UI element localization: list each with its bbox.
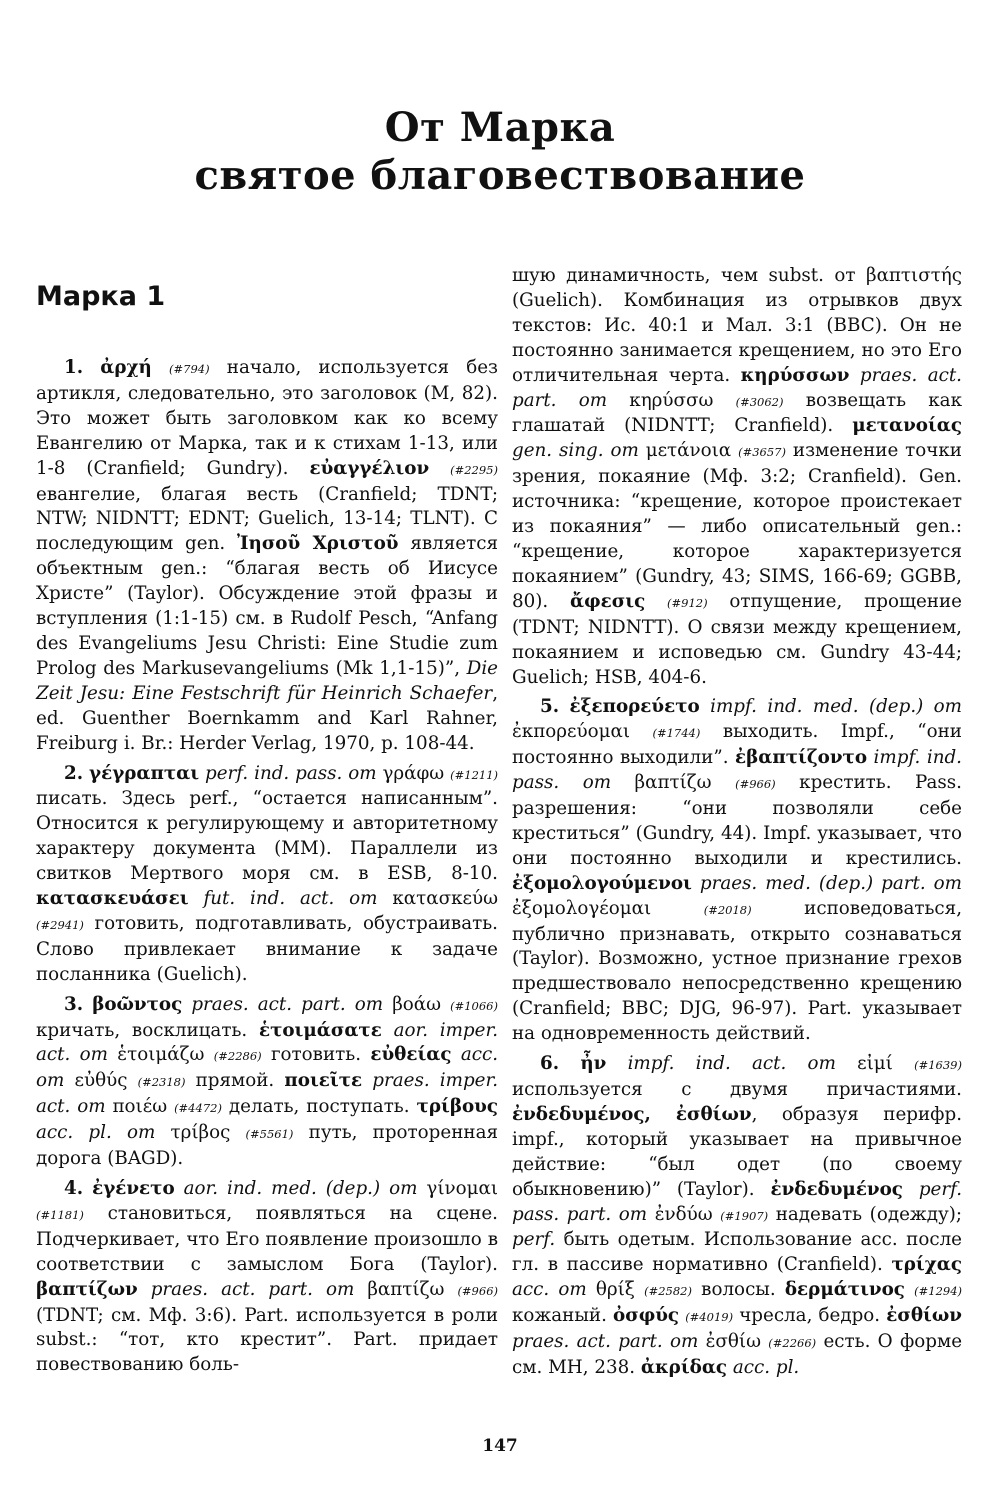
greek-lemma: τρίχας <box>891 1254 962 1276</box>
ref-number: (#1211) <box>450 767 499 782</box>
commentary-text: (TDNT; см. Мф. 3:6). Part. используется в роли subst.: “тот, кто крестит”. Part. придает повествованию боль- <box>36 1304 498 1376</box>
left-column <box>36 262 498 1383</box>
parsing-tag: praes. act. part. от <box>512 1331 706 1353</box>
greek-lemma: Ἰησοῦ Χριστοῦ <box>237 533 399 555</box>
greek-lemma: ἐσθίων <box>886 1305 962 1327</box>
greek-lemma: γέγραπται <box>89 762 200 784</box>
commentary-text: есть. О форме см. MH, 238. <box>512 1331 963 1378</box>
commentary-text: (Guelich). Комбинация из отрывков двух текстов: Ис. 40:1 и Мал. 3:1 (BBC). Он не постоянно занимается крещением, но это Его отличительная черта. <box>512 289 962 386</box>
parsing-tag: acc. от <box>36 1044 499 1092</box>
greek-lemma: κατασκευάσει <box>36 888 189 910</box>
greek-root: θρίξ <box>595 1279 635 1301</box>
greek-lemma: δερμάτινος <box>784 1279 905 1301</box>
greek-lemma: ποιεῖτε <box>284 1070 363 1092</box>
ref-number: (#2266) <box>768 1336 817 1351</box>
commentary-text: прямой. <box>185 1070 285 1092</box>
ref-number: (#1639) <box>914 1058 962 1073</box>
ref-number: (#794) <box>169 362 210 376</box>
ref-number: (#2018) <box>703 902 752 917</box>
page-title <box>0 104 1000 200</box>
commentary-text: возвещать как глашатай (NIDNTT; Cranfield). <box>512 389 962 437</box>
parsing-tag: aor. ind. med. (dep.) от <box>174 1178 427 1199</box>
commentary-text: становиться, появляться на сцене. Подчеркивает, что Его появление произошло в соответствии с замыслом Бога (Taylor). <box>36 1202 498 1275</box>
parsing-tag: perf. pass. part. от <box>512 1178 963 1225</box>
greek-root: τρίβος <box>170 1122 231 1144</box>
greek-root: κηρύσσω <box>629 389 714 411</box>
parsing-tag: praes. act. part. от <box>512 364 962 411</box>
parsing-tag: praes. med. (dep.) part. от <box>691 872 962 894</box>
commentary-text: изменение точки зрения, покаяние (Мф. 3:2; Cranfield). Gen. источника: “крещение, которое проистекает из покаяния” — либо описательный gen.: “крещение, которое характеризуется покаянием” (Gundry, 43; SIMS, 166-69; GGBB, 80). <box>512 440 962 612</box>
ref-number: (#3657) <box>738 445 786 460</box>
commentary-text: шую динамичность, чем subst. от <box>512 265 866 286</box>
verse-number: 3. <box>64 993 84 1015</box>
commentary-text: , образуя перифр. impf., который указывает на привычное действие: “был одет (по своему обыкновению)” (Taylor). <box>512 1103 962 1200</box>
commentary-text: волосы. <box>691 1279 785 1301</box>
greek-lemma: ἐξομολογούμενοι <box>512 872 692 894</box>
ref-number: (#2318) <box>137 1075 186 1090</box>
greek-lemma: βαπτίζων <box>36 1278 138 1300</box>
parsing-tag: impf. ind. med. (dep.) от <box>699 696 963 718</box>
parsing-tag: praes. imper. act. от <box>36 1070 499 1118</box>
greek-lemma: ὀσφύς <box>613 1305 680 1327</box>
greek-root: κατασκεύω <box>392 888 498 910</box>
verse-number: 5. <box>540 696 560 718</box>
commentary-text: готовить, подготавливать, обустраивать. Слово привлекает внимание к задаче посланника (Guelich). <box>36 912 498 985</box>
verse-number: 4. <box>64 1178 84 1199</box>
commentary-text: надевать (одежду); <box>768 1203 963 1225</box>
parsing-tag: perf. ind. pass. от <box>199 762 383 784</box>
greek-lemma: τρίβους <box>416 1096 498 1118</box>
greek-lemma: εὐθείας <box>370 1044 452 1066</box>
parsing-tag: acc. pl. от <box>36 1122 171 1144</box>
greek-root: ἐκπορεύομαι <box>512 721 630 743</box>
commentary-text: отпущение, прощение (TDNT; NIDNTT). О связи между крещением, покаянием и исповедью см. Gundry 43-44; Guelich; HSB, 404-6. <box>512 590 962 688</box>
greek-lemma: ἐβαπτίζοντο <box>735 747 868 769</box>
greek-lemma: εὐαγγέλιον <box>309 457 430 479</box>
verse-2 <box>36 762 498 988</box>
parsing-tag: praes. act. part. от <box>137 1278 368 1300</box>
page-number: 147 <box>482 1436 518 1456</box>
commentary-text: выходить. Impf., “они постоянно выходили”. <box>512 721 962 769</box>
parsing-tag: aor. imper. act. от <box>36 1019 498 1066</box>
greek-lemma: μετανοίας <box>852 415 962 437</box>
greek-root: γράφω <box>382 762 445 784</box>
ref-number: (#2286) <box>213 1049 262 1064</box>
verse-number: 2. <box>64 762 84 784</box>
parsing-tag: acc. pl. <box>727 1356 800 1378</box>
greek-lemma: ἐγένετο <box>92 1178 175 1199</box>
greek-root: βαπτίζω <box>634 772 712 794</box>
verse-number: 1. <box>64 357 84 378</box>
ref-number: (#1907) <box>720 1208 769 1223</box>
ref-number: (#912) <box>667 595 708 610</box>
parsing-tag: perf. <box>512 1229 556 1251</box>
verse-number: 6. <box>540 1053 560 1075</box>
ref-number: (#2582) <box>644 1284 692 1299</box>
commentary-text: , ed. Guenther Boernkamm and Karl Rahner, Freiburg i. Br.: Herder Verlag, 1970, p. 108-44. <box>36 682 498 754</box>
greek-lemma: ἄφεσις <box>570 590 646 612</box>
ref-number: (#966) <box>457 1283 498 1298</box>
greek-root: ἐνδύω <box>654 1203 713 1225</box>
greek-lemma: ἀκρίδας <box>640 1356 728 1378</box>
ref-number: (#1066) <box>450 998 498 1013</box>
ref-number: (#966) <box>735 777 776 792</box>
ref-number: (#2295) <box>450 462 498 477</box>
greek-root: ἐξομολογέομαι <box>512 897 652 919</box>
greek-lemma: ἐξεπορεύετο <box>569 696 700 718</box>
greek-root: μετάνοια <box>645 440 732 462</box>
ref-number: (#1181) <box>36 1207 84 1222</box>
commentary-text: путь, проторенная дорога (BAGD). <box>36 1122 498 1170</box>
verse-3 <box>36 993 498 1172</box>
greek-root: βαπτίζω <box>367 1278 445 1300</box>
greek-lemma: ἑτοιμάσατε <box>258 1019 382 1041</box>
greek-lemma: ἀρχή <box>100 357 152 378</box>
title-line-1: От Марка <box>384 104 616 151</box>
commentary-text: быть одетым. Использование acc. после гл. в пассиве нормативно (Cranfield). <box>512 1229 962 1276</box>
parsing-tag: praes. act. part. от <box>182 993 393 1015</box>
parsing-tag: impf. ind. act. от <box>606 1053 858 1075</box>
verse-1 <box>36 356 498 757</box>
commentary-text: кожаный. <box>512 1305 614 1327</box>
commentary-text: кричать, восклицать. <box>36 1019 259 1041</box>
ref-number: (#4019) <box>685 1310 734 1325</box>
ref-number: (#3062) <box>735 394 784 409</box>
commentary-text: начало, используется без артикля, следовательно, это заголовок (М, 82). Это может быть заголовком как ко всему Евангелию от Марка, так и к стихам 1-13, или 1-8 (Cranfield; Gundry). <box>36 357 499 479</box>
commentary-text: евангелие, благая весть (Cranfield; TDNT; NTW; NIDNTT; EDNT; Guelich, 13-14; TLNT). С последующим gen. <box>36 483 498 555</box>
greek-lemma: ἐνδεδυμένος, ἐσθίων <box>512 1103 752 1125</box>
ref-number: (#1744) <box>652 726 701 741</box>
parsing-tag: acc. от <box>512 1279 596 1301</box>
greek-root: βοάω <box>392 993 442 1015</box>
greek-root: ποιέω <box>112 1096 168 1118</box>
parsing-tag: gen. sing. от <box>512 440 646 462</box>
commentary-text: крестить. Pass. разрешения: “они позволяли себе креститься” (Gundry, 44). Impf. указывает, что они постоянно выходили и крестились. <box>512 772 962 869</box>
greek-root: ἑτοιμάζω <box>117 1044 205 1066</box>
commentary-text: чресла, бедро. <box>733 1305 887 1327</box>
ref-number: (#1294) <box>914 1284 963 1299</box>
greek-lemma: κηρύσσων <box>740 364 850 386</box>
greek-root: εἰμί <box>857 1053 893 1075</box>
chapter-heading: Марка 1 <box>36 281 166 312</box>
greek-root: ἐσθίω <box>705 1331 761 1353</box>
parsing-tag: fut. ind. act. от <box>188 888 393 910</box>
commentary-text: делать, поступать. <box>221 1096 417 1118</box>
book-title: Die Zeit Jesu: Eine Festschrift für Heinrich Schaefer <box>36 657 498 704</box>
commentary-text: является объектным gen.: “благая весть об Иисусе Христе” (Taylor). Обсуждение этой фразы и вступления (1:1-15) см. в Rudolf Pesch, “Anfang des Evangeliums Jesu Christi: Eine Studie zum Prolog des Markusevangeliums (Mk 1,1-15)”, <box>36 533 498 679</box>
greek-root: γίνομαι <box>426 1178 499 1199</box>
greek-lemma: βοῶντος <box>92 993 183 1015</box>
ref-number: (#2941) <box>36 917 84 932</box>
greek-root: εὐθύς <box>74 1070 128 1092</box>
commentary-text: используется с двумя причастиями. <box>512 1079 962 1100</box>
greek-lemma: ἦν <box>580 1053 607 1075</box>
verse-6 <box>512 1052 962 1381</box>
commentary-text: исповедоваться, публично признавать, открыто сознаваться (Taylor). Возможно, устное признание грехов предшествовало непосредственно крещению (Cranfield; BBC; DJG, 96-97). Part. указывает на одновременность действий. <box>512 897 963 1045</box>
ref-number: (#5561) <box>245 1127 294 1142</box>
greek-lemma: ἐνδεδυμένος <box>770 1178 903 1200</box>
verse-4-continued <box>512 264 962 690</box>
parsing-tag: impf. ind. pass. от <box>512 747 962 794</box>
right-column <box>512 264 962 1386</box>
ref-number: (#4472) <box>174 1101 222 1116</box>
commentary-text: писать. Здесь perf., “остается написанным”. Относится к регулирующему и авторитетному характеру документа (ММ). Параллели из свитков Мертвого моря см. в ESB, 8-10. <box>36 788 498 885</box>
commentary-text: готовить. <box>261 1044 371 1066</box>
title-line-2: святое благовествование <box>194 152 806 199</box>
greek-root: βαπτιστής <box>866 265 962 286</box>
verse-4 <box>36 1177 498 1378</box>
verse-5 <box>512 695 962 1047</box>
